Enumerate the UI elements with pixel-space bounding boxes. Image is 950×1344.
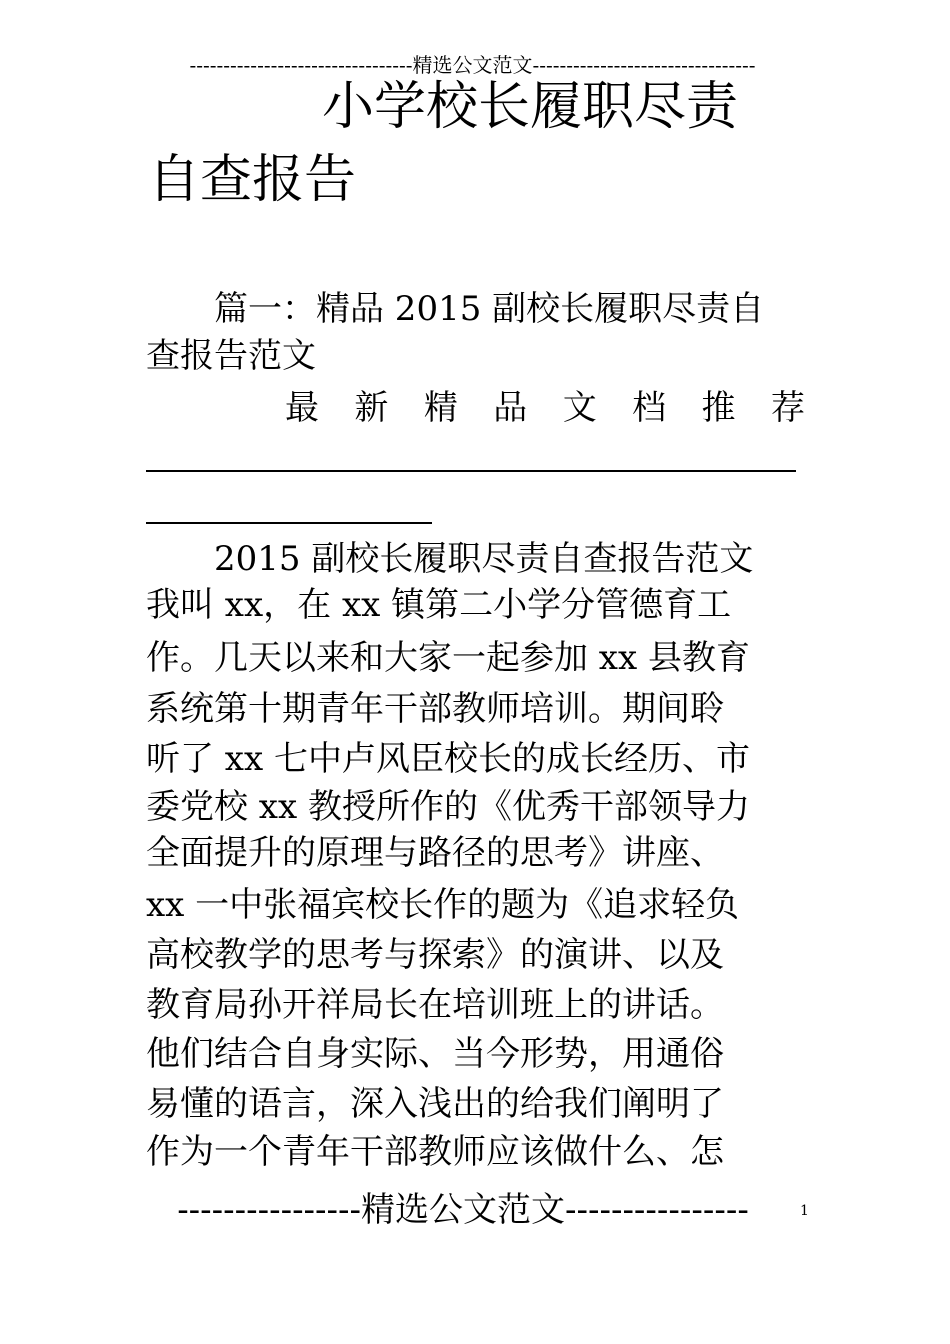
body-line: 听了 xx 七中卢风臣校长的成长经历、市 (146, 739, 750, 779)
body-line: 2015 副校长履职尽责自查报告范文 (146, 539, 754, 579)
divider-rule-long (146, 470, 796, 472)
banner-char: 品 (493, 388, 528, 428)
page-footer: ----------------精选公文范文---------------- (177, 1190, 749, 1230)
body-line: 他们结合自身实际、当今形势，用通俗 (146, 1034, 724, 1074)
banner-char: 荐 (770, 388, 805, 428)
banner-char: 推 (701, 388, 736, 428)
section-heading-text: 篇一：精品 2015 副校长履职尽责自 (214, 289, 765, 329)
body-line: 教育局孙开祥局长在培训班上的讲话。 (146, 985, 724, 1025)
banner-char: 最 (285, 388, 319, 428)
body-line: 高校教学的思考与探索》的演讲、以及 (146, 935, 724, 975)
banner-char: 精 (423, 388, 458, 428)
recommend-banner (285, 385, 805, 431)
body-line: xx 一中张福宾校长作的题为《追求轻负 (146, 885, 740, 925)
body-line: 我叫 xx，在 xx 镇第二小学分管德育工 (146, 585, 732, 625)
banner-char: 新 (354, 388, 389, 428)
document-title-line-2: 自查报告 (148, 150, 357, 210)
banner-char: 文 (562, 388, 597, 428)
section-heading-line-1 (146, 286, 806, 332)
body-line: 委党校 xx 教授所作的《优秀干部领导力 (146, 787, 750, 827)
page-number: 1 (800, 1203, 809, 1219)
banner-char: 档 (632, 388, 667, 428)
body-line: 作。几天以来和大家一起参加 xx 县教育 (146, 638, 750, 678)
body-line: 全面提升的原理与路径的思考》讲座、 (146, 833, 724, 873)
body-line: 作为一个青年干部教师应该做什么、怎 (146, 1132, 724, 1172)
page-header: ---------------------------------精选公文范文--------------------------------- (189, 53, 756, 77)
divider-rule-short (146, 522, 432, 524)
section-heading-line-2: 查报告范文 (146, 336, 316, 376)
body-line: 易懂的语言，深入浅出的给我们阐明了 (146, 1084, 724, 1124)
body-line: 系统第十期青年干部教师培训。期间聆 (146, 689, 724, 729)
document-title-line-1: 小学校长履职尽责 (322, 77, 739, 137)
